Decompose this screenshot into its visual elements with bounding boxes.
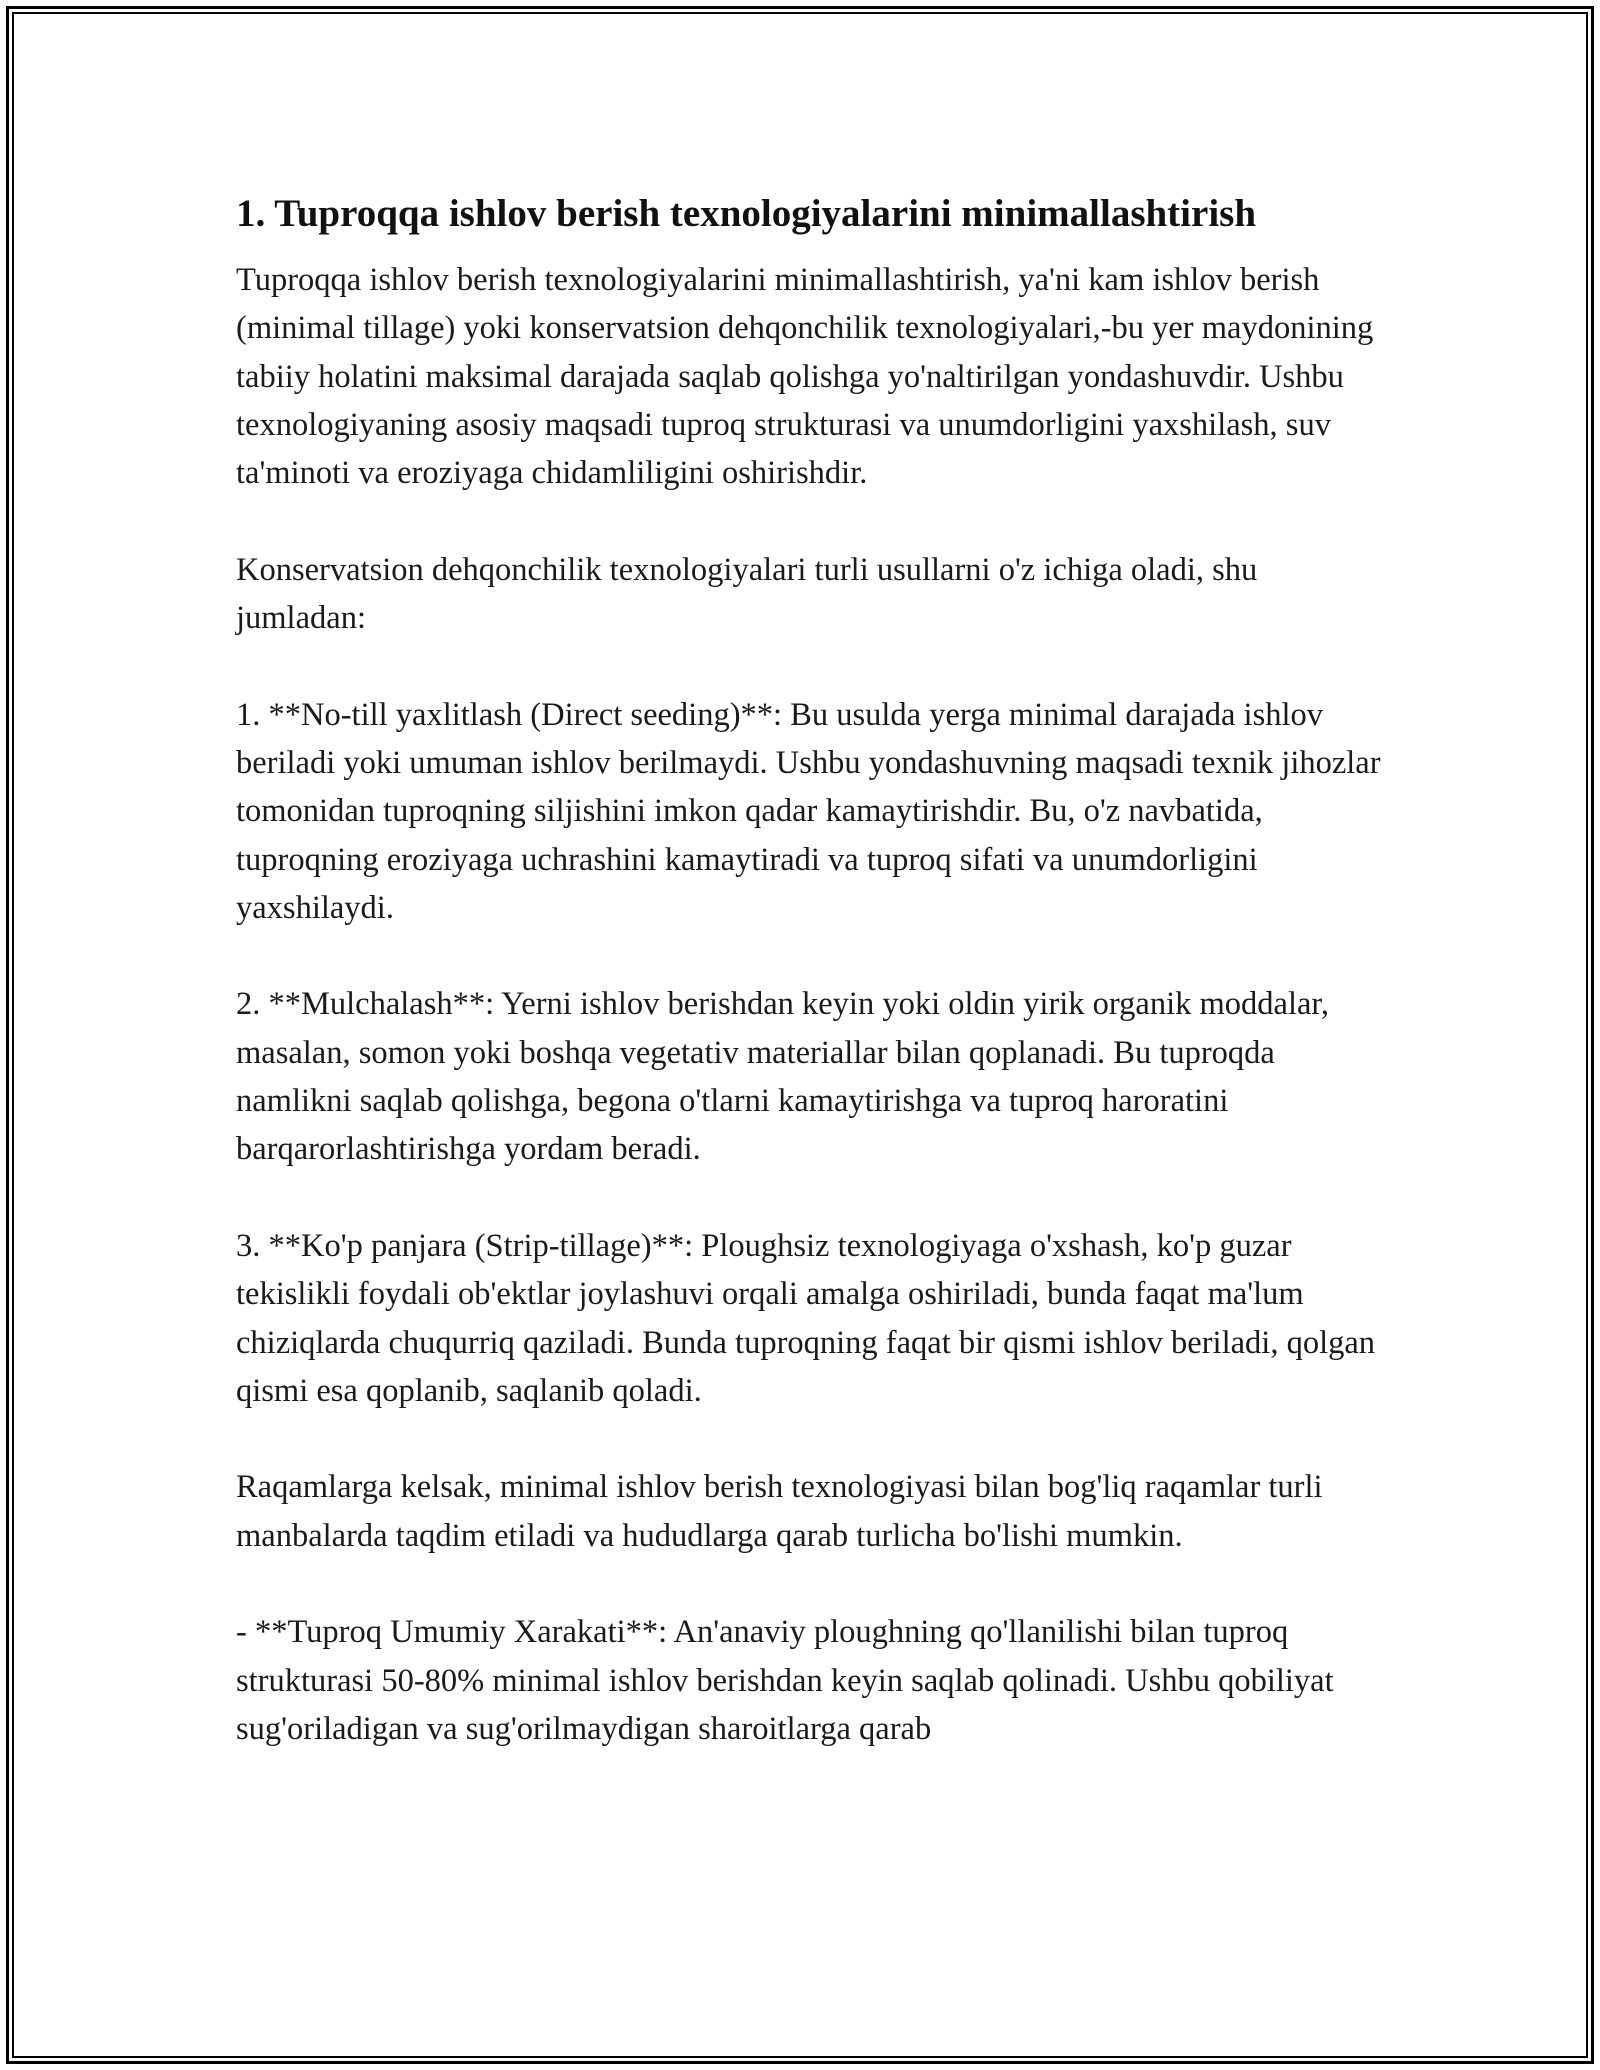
paragraph-strip-tillage: 3. **Ko'p panjara (Strip-tillage)**: Ploughsiz texnologiyaga o'xshash, ko'p guzar tekislikli foydali ob'ektlar joylashuvi orqali amalga oshiriladi, bunda faqat ma'lum chiziqlarda chuqurriq qaziladi. Bunda tuproqning faqat bir qismi ishlov beriladi, qolgan qismi esa qoplanib, saqlanib qoladi.	[236, 1227, 1376, 1409]
paragraph-soil-movement: - **Tuproq Umumiy Xarakati**: An'anaviy ploughning qo'llanilishi bilan tuproq strukturasi 50-80% minimal ishlov berishdan keyin saqlab qolinadi. Ushbu qobiliyat sug'oriladigan va sug'orilmaydigan sharoitlarga qarab	[236, 1614, 1334, 1747]
section-heading: 1. Tuproqqa ishlov berish texnologiyalarini minimallashtirish	[236, 192, 1257, 235]
paragraph-methods-lead: Konservatsion dehqonchilik texnologiyalari turli usullarni o'z ichiga oladi, shu jumladan:	[236, 551, 1258, 637]
paragraph-figures: Raqamlarga kelsak, minimal ishlov berish texnologiyasi bilan bog'liq raqamlar turli manbalarda taqdim etiladi va hududlarga qarab turlicha bo'lishi mumkin.	[236, 1469, 1323, 1554]
paragraph-intro: Tuproqqa ishlov berish texnologiyalarini minimallashtirish, ya'ni kam ishlov berish (minimal tillage) yoki konservatsion dehqonchilik texnologiyalari,-bu yer maydonining tabiiy holatini maksimal darajada saqlab qolishga yo'naltirilgan yondashuvdir. Ushbu texnologiyaning asosiy maqsadi tuproq strukturasi va unumdorligini yaxshilash, suv ta'minoti va eroziyaga chidamliligini oshirishdir.	[236, 262, 1374, 492]
paragraph-no-till: 1. **No-till yaxlitlash (Direct seeding)**: Bu usulda yerga minimal darajada ishlov beriladi yoki umuman ishlov berilmaydi. Ushbu yondashuvning maqsadi texnik jihozlar tomonidan tuproqning siljishini imkon qadar kamaytirishdir. Bu, o'z navbatida, tuproqning eroziyaga uchrashini kamaytiradi va tuproq sifati va unumdorligini yaxshilaydi.	[236, 696, 1381, 926]
paragraph-mulching: 2. **Mulchalash**: Yerni ishlov berishdan keyin yoki oldin yirik organik moddalar, masalan, somon yoki boshqa vegetativ materiallar bilan qoplanadi. Bu tuproqda namlikni saqlab qolishga, begona o'tlarni kamaytirishga va tuproq haroratini barqarorlashtirishga yordam beradi.	[236, 986, 1330, 1168]
document-body	[236, 184, 1386, 1802]
